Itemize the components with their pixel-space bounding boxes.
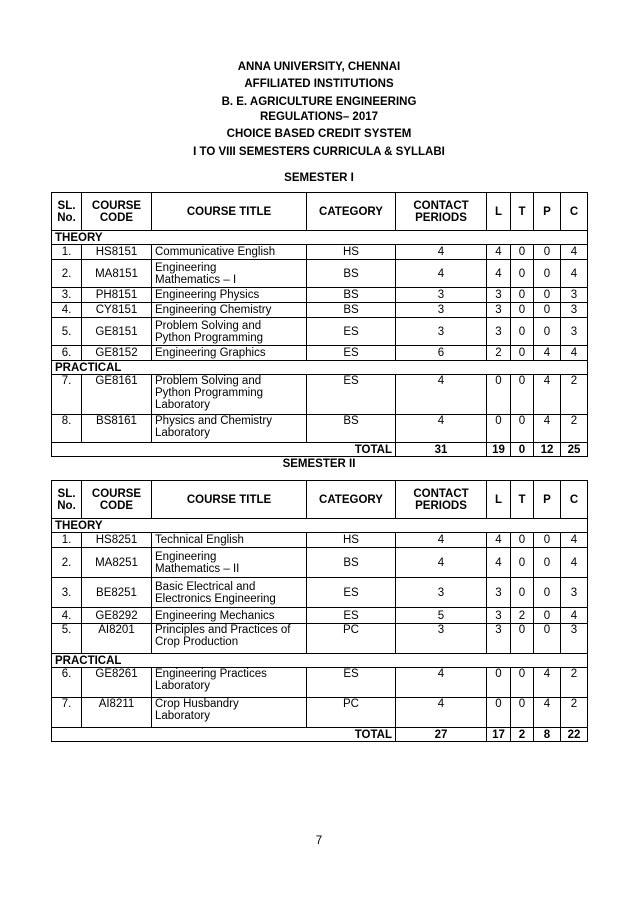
l-cell: 4 [487, 548, 511, 578]
column-header-code: COURSE CODE [82, 193, 152, 231]
theory-section [52, 231, 588, 245]
course-row [52, 533, 588, 548]
category-cell: ES [307, 578, 396, 608]
l-cell: 3 [487, 624, 511, 654]
semester-1-table [51, 192, 588, 457]
course-row [52, 668, 588, 698]
course-title-cell: Engineering Mathematics – II [152, 548, 307, 578]
column-header-t: T [511, 193, 534, 231]
contact-periods-cell: 4 [396, 245, 487, 260]
course-row [52, 245, 588, 260]
column-header-t: T [511, 481, 534, 519]
course-code-cell: PH8151 [82, 288, 152, 303]
course-title-cell: Engineering Practices Laboratory [152, 668, 307, 698]
total-c: 22 [561, 728, 588, 742]
category-cell: HS [307, 533, 396, 548]
sl-no-cell: 7. [52, 375, 82, 415]
course-row [52, 260, 588, 288]
c-cell: 3 [561, 303, 588, 318]
course-code-cell: GE8152 [82, 346, 152, 361]
course-row [52, 318, 588, 346]
contact-periods-cell: 5 [396, 608, 487, 624]
p-cell: 0 [534, 245, 561, 260]
c-cell: 4 [561, 533, 588, 548]
column-header-c: C [561, 193, 588, 231]
course-title-cell: Technical English [152, 533, 307, 548]
course-code-cell: GE8151 [82, 318, 152, 346]
c-cell: 3 [561, 318, 588, 346]
c-cell: 2 [561, 698, 588, 728]
course-code-cell: BS8161 [82, 415, 152, 443]
l-cell: 0 [487, 415, 511, 443]
table-header-row [52, 481, 588, 519]
practical-section [52, 361, 588, 375]
p-cell: 0 [534, 578, 561, 608]
l-cell: 0 [487, 698, 511, 728]
total-l: 17 [487, 728, 511, 742]
c-cell: 4 [561, 245, 588, 260]
p-cell: 0 [534, 288, 561, 303]
contact-periods-cell: 3 [396, 624, 487, 654]
l-cell: 3 [487, 318, 511, 346]
column-header-c: C [561, 481, 588, 519]
total-l: 19 [487, 443, 511, 457]
course-title-cell: Engineering Physics [152, 288, 307, 303]
category-cell: PC [307, 698, 396, 728]
sl-no-cell: 4. [52, 608, 82, 624]
t-cell: 0 [511, 533, 534, 548]
category-cell: ES [307, 318, 396, 346]
l-cell: 4 [487, 533, 511, 548]
category-cell: BS [307, 415, 396, 443]
t-cell: 0 [511, 303, 534, 318]
sl-no-cell: 2. [52, 548, 82, 578]
sl-no-cell: 2. [52, 260, 82, 288]
t-cell: 0 [511, 698, 534, 728]
course-title-cell: Physics and Chemistry Laboratory [152, 415, 307, 443]
course-title-cell: Engineering Graphics [152, 346, 307, 361]
column-header-contact: CONTACT PERIODS [396, 481, 487, 519]
category-cell: PC [307, 624, 396, 654]
category-cell: BS [307, 303, 396, 318]
column-header-l: L [487, 481, 511, 519]
p-cell: 0 [534, 548, 561, 578]
course-code-cell: GE8261 [82, 668, 152, 698]
column-header-p: P [534, 193, 561, 231]
contact-periods-cell: 3 [396, 288, 487, 303]
sl-no-cell: 8. [52, 415, 82, 443]
t-cell: 0 [511, 245, 534, 260]
institution-type: AFFILIATED INSTITUTIONS [244, 78, 394, 90]
p-cell: 0 [534, 318, 561, 346]
t-cell: 0 [511, 346, 534, 361]
p-cell: 4 [534, 415, 561, 443]
course-title-cell: Communicative English [152, 245, 307, 260]
column-header-code: COURSE CODE [82, 481, 152, 519]
l-cell: 2 [487, 346, 511, 361]
t-cell: 0 [511, 668, 534, 698]
c-cell: 4 [561, 260, 588, 288]
sl-no-cell: 4. [52, 303, 82, 318]
course-code-cell: GE8161 [82, 375, 152, 415]
course-title-cell: Engineering Chemistry [152, 303, 307, 318]
l-cell: 4 [487, 260, 511, 288]
t-cell: 0 [511, 288, 534, 303]
category-cell: ES [307, 375, 396, 415]
contact-periods-cell: 3 [396, 318, 487, 346]
p-cell: 0 [534, 624, 561, 654]
t-cell: 0 [511, 548, 534, 578]
l-cell: 3 [487, 608, 511, 624]
theory-section-label: THEORY [52, 519, 588, 533]
t-cell: 0 [511, 415, 534, 443]
total-label: TOTAL [52, 728, 396, 742]
p-cell: 4 [534, 698, 561, 728]
t-cell: 0 [511, 260, 534, 288]
course-row [52, 548, 588, 578]
p-cell: 0 [534, 533, 561, 548]
course-code-cell: AI8211 [82, 698, 152, 728]
l-cell: 3 [487, 303, 511, 318]
theory-section-label: THEORY [52, 231, 588, 245]
c-cell: 3 [561, 624, 588, 654]
contact-periods-cell: 3 [396, 303, 487, 318]
l-cell: 4 [487, 245, 511, 260]
contact-periods-cell: 4 [396, 260, 487, 288]
sl-no-cell: 7. [52, 698, 82, 728]
course-code-cell: HS8251 [82, 533, 152, 548]
sl-no-cell: 1. [52, 245, 82, 260]
course-code-cell: GE8292 [82, 608, 152, 624]
p-cell: 0 [534, 303, 561, 318]
practical-section-label: PRACTICAL [52, 654, 588, 668]
credit-system: CHOICE BASED CREDIT SYSTEM [226, 128, 412, 140]
p-cell: 4 [534, 346, 561, 361]
total-p: 8 [534, 728, 561, 742]
category-cell: ES [307, 346, 396, 361]
course-row [52, 375, 588, 415]
t-cell: 0 [511, 624, 534, 654]
column-header-contact: CONTACT PERIODS [396, 193, 487, 231]
c-cell: 4 [561, 608, 588, 624]
course-title-cell: Problem Solving and Python Programming [152, 318, 307, 346]
course-row [52, 415, 588, 443]
c-cell: 4 [561, 346, 588, 361]
total-t: 0 [511, 443, 534, 457]
course-code-cell: AI8201 [82, 624, 152, 654]
practical-section-label: PRACTICAL [52, 361, 588, 375]
category-cell: ES [307, 608, 396, 624]
column-header-p: P [534, 481, 561, 519]
sl-no-cell: 6. [52, 668, 82, 698]
page-number: 7 [315, 835, 323, 847]
sl-no-cell: 3. [52, 288, 82, 303]
column-header-sl: SL. No. [52, 193, 82, 231]
column-header-l: L [487, 193, 511, 231]
course-code-cell: MA8151 [82, 260, 152, 288]
semester-2-table [51, 480, 588, 742]
course-code-cell: CY8151 [82, 303, 152, 318]
t-cell: 0 [511, 578, 534, 608]
p-cell: 4 [534, 375, 561, 415]
p-cell: 4 [534, 668, 561, 698]
contact-periods-cell: 4 [396, 415, 487, 443]
contact-periods-cell: 4 [396, 698, 487, 728]
total-t: 2 [511, 728, 534, 742]
course-title-cell: Problem Solving and Python Programming Laboratory [152, 375, 307, 415]
course-row [52, 698, 588, 728]
theory-section [52, 519, 588, 533]
course-title-cell: Crop Husbandry Laboratory [152, 698, 307, 728]
sl-no-cell: 5. [52, 318, 82, 346]
table-header-row [52, 193, 588, 231]
semester-2-title: SEMESTER II [282, 458, 356, 470]
c-cell: 4 [561, 548, 588, 578]
course-title-cell: Engineering Mathematics – I [152, 260, 307, 288]
regulations: REGULATIONS– 2017 [259, 111, 378, 123]
course-row [52, 346, 588, 361]
program-name: B. E. AGRICULTURE ENGINEERING [221, 96, 417, 108]
l-cell: 0 [487, 375, 511, 415]
course-row [52, 608, 588, 624]
t-cell: 2 [511, 608, 534, 624]
category-cell: BS [307, 288, 396, 303]
contact-periods-cell: 3 [396, 578, 487, 608]
c-cell: 2 [561, 375, 588, 415]
column-header-sl: SL. No. [52, 481, 82, 519]
t-cell: 0 [511, 375, 534, 415]
university-name: ANNA UNIVERSITY, CHENNAI [237, 61, 401, 73]
curricula-title: I TO VIII SEMESTERS CURRICULA & SYLLABI [193, 146, 445, 158]
l-cell: 0 [487, 668, 511, 698]
course-row [52, 624, 588, 654]
category-cell: HS [307, 245, 396, 260]
sl-no-cell: 1. [52, 533, 82, 548]
p-cell: 0 [534, 608, 561, 624]
course-row [52, 578, 588, 608]
practical-section [52, 654, 588, 668]
sl-no-cell: 3. [52, 578, 82, 608]
c-cell: 2 [561, 415, 588, 443]
total-row [52, 443, 588, 457]
total-c: 25 [561, 443, 588, 457]
course-row [52, 303, 588, 318]
contact-periods-cell: 4 [396, 668, 487, 698]
course-title-cell: Engineering Mechanics [152, 608, 307, 624]
column-header-title: COURSE TITLE [152, 481, 307, 519]
total-contact-periods: 31 [396, 443, 487, 457]
contact-periods-cell: 4 [396, 375, 487, 415]
total-label: TOTAL [52, 443, 396, 457]
total-p: 12 [534, 443, 561, 457]
course-code-cell: MA8251 [82, 548, 152, 578]
column-header-title: COURSE TITLE [152, 193, 307, 231]
category-cell: BS [307, 548, 396, 578]
contact-periods-cell: 4 [396, 548, 487, 578]
total-contact-periods: 27 [396, 728, 487, 742]
c-cell: 3 [561, 288, 588, 303]
category-cell: ES [307, 668, 396, 698]
contact-periods-cell: 6 [396, 346, 487, 361]
t-cell: 0 [511, 318, 534, 346]
column-header-category: CATEGORY [307, 481, 396, 519]
total-row [52, 728, 588, 742]
category-cell: BS [307, 260, 396, 288]
contact-periods-cell: 4 [396, 533, 487, 548]
l-cell: 3 [487, 288, 511, 303]
sl-no-cell: 5. [52, 624, 82, 654]
course-code-cell: HS8151 [82, 245, 152, 260]
course-title-cell: Basic Electrical and Electronics Engineering [152, 578, 307, 608]
c-cell: 3 [561, 578, 588, 608]
sl-no-cell: 6. [52, 346, 82, 361]
course-row [52, 288, 588, 303]
semester-1-title: SEMESTER I [284, 172, 354, 184]
column-header-category: CATEGORY [307, 193, 396, 231]
course-title-cell: Principles and Practices of Crop Production [152, 624, 307, 654]
l-cell: 3 [487, 578, 511, 608]
p-cell: 0 [534, 260, 561, 288]
course-code-cell: BE8251 [82, 578, 152, 608]
c-cell: 2 [561, 668, 588, 698]
